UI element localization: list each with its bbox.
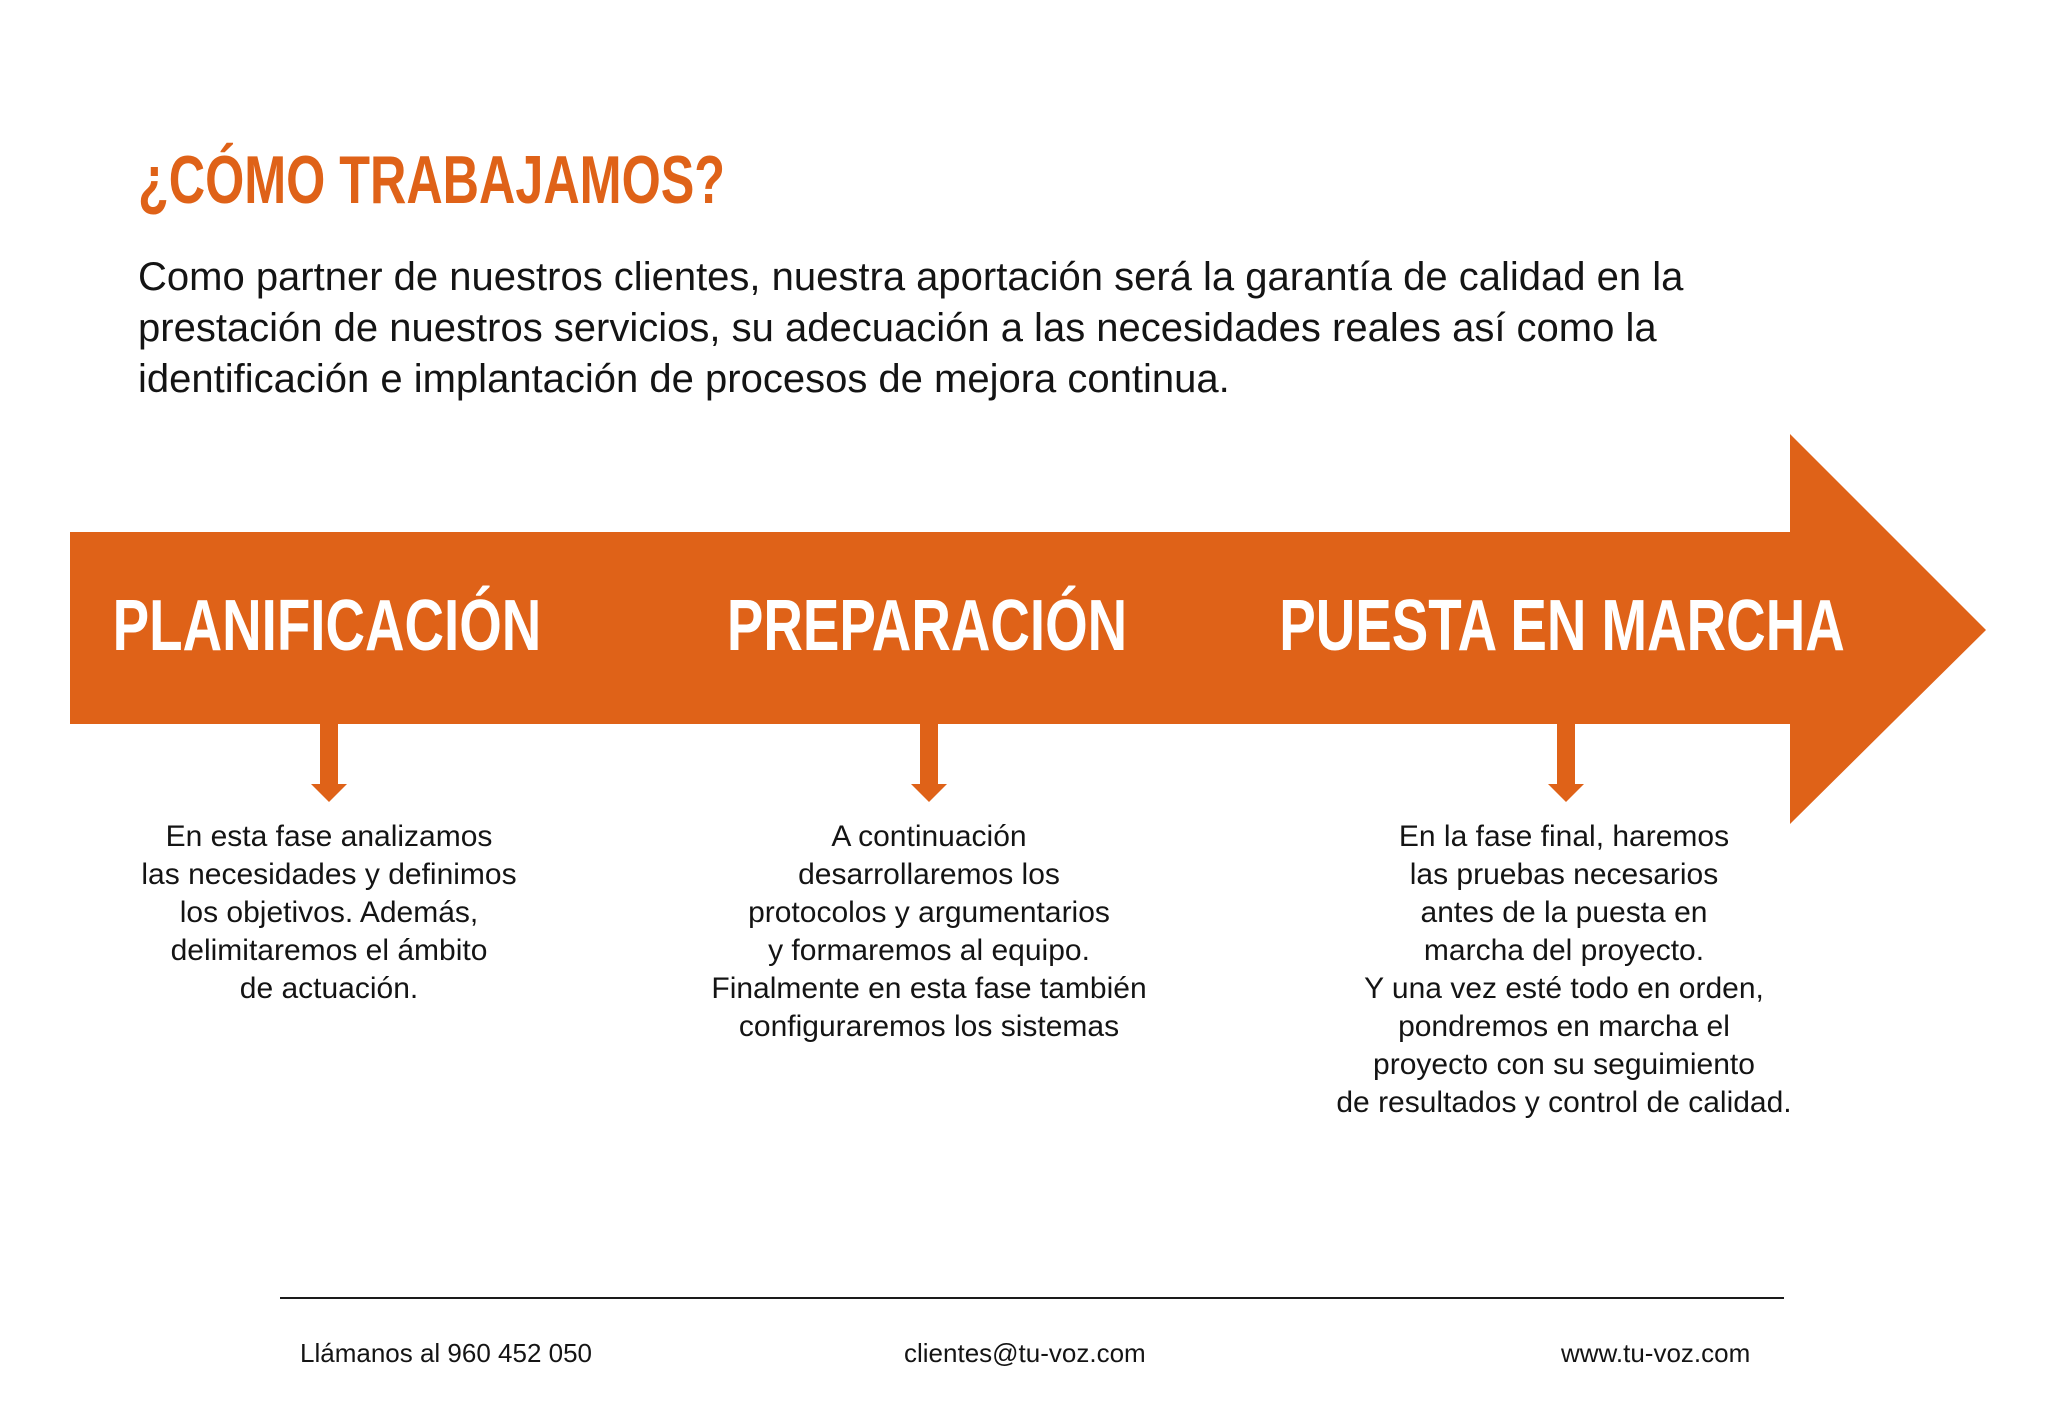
- down-arrow-icon: [1548, 724, 1584, 802]
- description-line: Y una vez esté todo en orden,: [1364, 972, 1764, 1005]
- description-line: proyecto con su seguimiento: [1373, 1048, 1755, 1081]
- intro-line: Como partner de nuestros clientes, nuestra aportación será la garantía de calidad en la: [138, 255, 1684, 299]
- description-line: pondremos en marcha el: [1398, 1010, 1730, 1043]
- page-title: ¿CÓMO TRABAJAMOS?: [138, 142, 726, 218]
- description-line: las necesidades y definimos: [141, 858, 517, 891]
- description-line: delimitaremos el ámbito: [170, 934, 488, 967]
- description-line: y formaremos al equipo.: [768, 934, 1090, 967]
- phase-description-preparacion: [669, 818, 1189, 1046]
- description-line: protocolos y argumentarios: [748, 896, 1110, 929]
- intro-line: identificación e implantación de procesos de mejora continua.: [138, 357, 1230, 401]
- phase-title-planificacion: PLANIFICACIÓN: [112, 586, 542, 666]
- description-line: de resultados y control de calidad.: [1336, 1086, 1792, 1119]
- intro-line: prestación de nuestros servicios, su adecuación a las necesidades reales así como la: [138, 306, 1657, 350]
- description-line: los objetivos. Además,: [179, 896, 479, 929]
- footer-website[interactable]: www.tu-voz.com: [1561, 1338, 1751, 1368]
- description-line: En esta fase analizamos: [165, 820, 493, 853]
- description-line: antes de la puesta en: [1420, 896, 1708, 929]
- down-arrow-icon: [911, 724, 947, 802]
- description-line: En la fase final, haremos: [1398, 820, 1730, 853]
- phase-description-planificacion: [69, 818, 589, 1008]
- description-line: configuraremos los sistemas: [738, 1010, 1120, 1043]
- phase-description-puesta-en-marcha: [1304, 818, 1824, 1122]
- down-arrow-icon: [311, 724, 347, 802]
- description-line: desarrollaremos los: [798, 858, 1060, 891]
- description-line: Finalmente en esta fase también: [711, 972, 1147, 1005]
- phase-title-puesta-en-marcha: PUESTA EN MARCHA: [1279, 586, 1845, 666]
- description-line: marcha del proyecto.: [1423, 934, 1705, 967]
- phase-title-preparacion: PREPARACIÓN: [726, 586, 1128, 666]
- description-line: A continuación: [831, 820, 1027, 853]
- description-line: de actuación.: [239, 972, 419, 1005]
- footer-divider: [280, 1297, 1784, 1299]
- footer-phone: Llámanos al 960 452 050: [300, 1338, 593, 1368]
- description-line: las pruebas necesarios: [1409, 858, 1719, 891]
- footer-email[interactable]: clientes@tu-voz.com: [904, 1338, 1146, 1368]
